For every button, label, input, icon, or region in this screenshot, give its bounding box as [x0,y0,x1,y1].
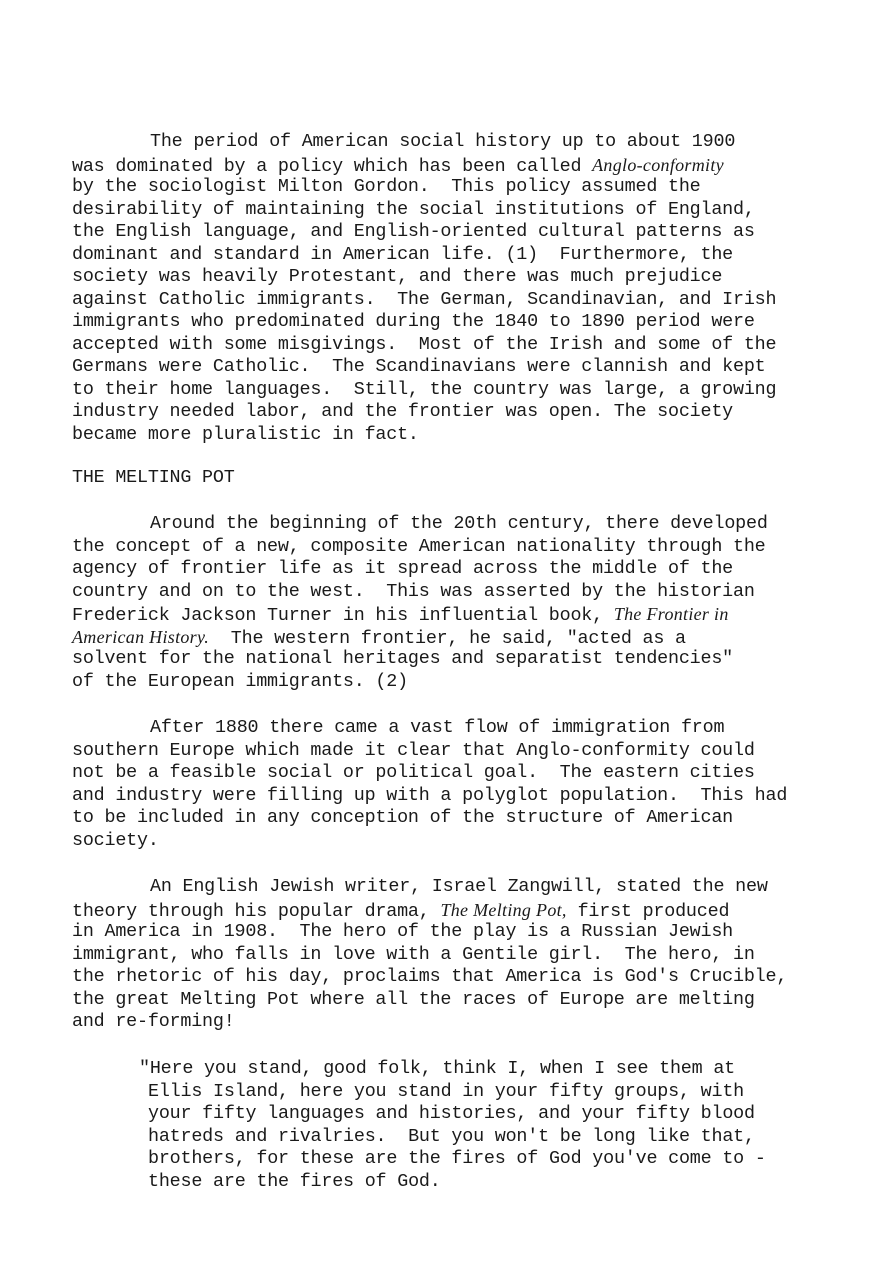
text-line [72,603,768,626]
text-line: southern Europe which made it clear that Anglo-conformity could [72,739,755,761]
text-line [72,899,787,922]
text-segment: The western frontier, he said, "acted as a [209,627,686,649]
text-line: industry needed labor, and the frontier was open. The society [72,401,734,422]
text-line: hatreds and rivalries. But you won't be long like that, [148,1125,755,1147]
text-line: not be a feasible social or political goal. The eastern cities [72,762,755,783]
text-line: the rhetoric of his day, proclaims that America is God's Crucible, [72,966,788,987]
text-line: "Here you stand, good folk, think I, when I see them at [139,1058,735,1079]
text-line: Ellis Island, here you stand in your fifty groups, with [148,1080,744,1102]
text-line [72,626,768,649]
paragraph-2 [72,513,768,693]
section-heading [72,467,235,490]
text-line: immigrant, who falls in love with a Gentile girl. The hero, in [72,943,755,965]
text-line: against Catholic immigrants. The German, Scandinavian, and Irish [72,288,777,310]
text-segment: Frederick Jackson Turner in his influential book, [72,605,614,626]
text-line: solvent for the national heritages and separatist tendencies" [72,648,734,669]
text-line: Around the beginning of the 20th century, there developed [150,513,768,534]
text-line: Germans were Catholic. The Scandinavians were clannish and kept [72,356,766,377]
text-line: immigrants who predominated during the 1840 to 1890 period were [72,311,755,332]
paragraph-1 [72,131,776,446]
text-segment: first produced [566,900,730,922]
text-line: these are the fires of God. [148,1170,441,1192]
text-line: to their home languages. Still, the country was large, a growing [72,378,777,400]
text-line: agency of frontier life as it spread across the middle of the [72,558,734,579]
text-line: by the sociologist Milton Gordon. This policy assumed the [72,176,701,197]
heading-text: THE MELTING POT [72,467,235,488]
text-line: brothers, for these are the fires of God you've come to - [148,1148,766,1169]
text-line: your fifty languages and histories, and your fifty blood [148,1103,755,1124]
text-line: in America in 1908. The hero of the play is a Russian Jewish [72,921,734,942]
text-line: the concept of a new, composite American nationality through the [72,535,766,557]
text-line: The period of American social history up to about 1900 [150,131,736,152]
text-line: society. [72,829,159,851]
text-line [72,154,776,177]
text-line: became more pluralistic in fact. [72,423,419,445]
text-line: the English language, and English-oriented cultural patterns as [72,221,755,242]
text-line: society was heavily Protestant, and there was much prejudice [72,266,723,287]
text-line: accepted with some misgivings. Most of the Irish and some of the [72,333,777,355]
text-line: the great Melting Pot where all the races of Europe are melting [72,988,755,1010]
text-line: An English Jewish writer, Israel Zangwill, stated the new [150,876,768,897]
text-segment: was dominated by a policy which has been called [72,155,593,177]
block-quote [139,1058,766,1193]
text-line: and industry were filling up with a polyglot population. This had [72,784,788,806]
text-line: desirability of maintaining the social institutions of England, [72,198,755,220]
text-segment: theory through his popular drama, [72,900,441,922]
italic-title: The Melting Pot, [440,899,567,920]
text-line: After 1880 there came a vast flow of immigration from [150,717,725,738]
italic-title: Anglo-conformity [592,154,724,175]
paragraph-3 [72,717,787,852]
text-line: to be included in any conception of the structure of American [72,807,734,828]
text-line: dominant and standard in American life. (1) Furthermore, the [72,243,734,265]
paragraph-4 [72,876,787,1034]
text-line: country and on to the west. This was asserted by the historian [72,580,755,602]
italic-title: The Frontier in [613,604,729,624]
text-line: and re-forming! [72,1011,235,1032]
italic-title: American History. [72,626,210,647]
text-line: of the European immigrants. (2) [72,670,408,692]
